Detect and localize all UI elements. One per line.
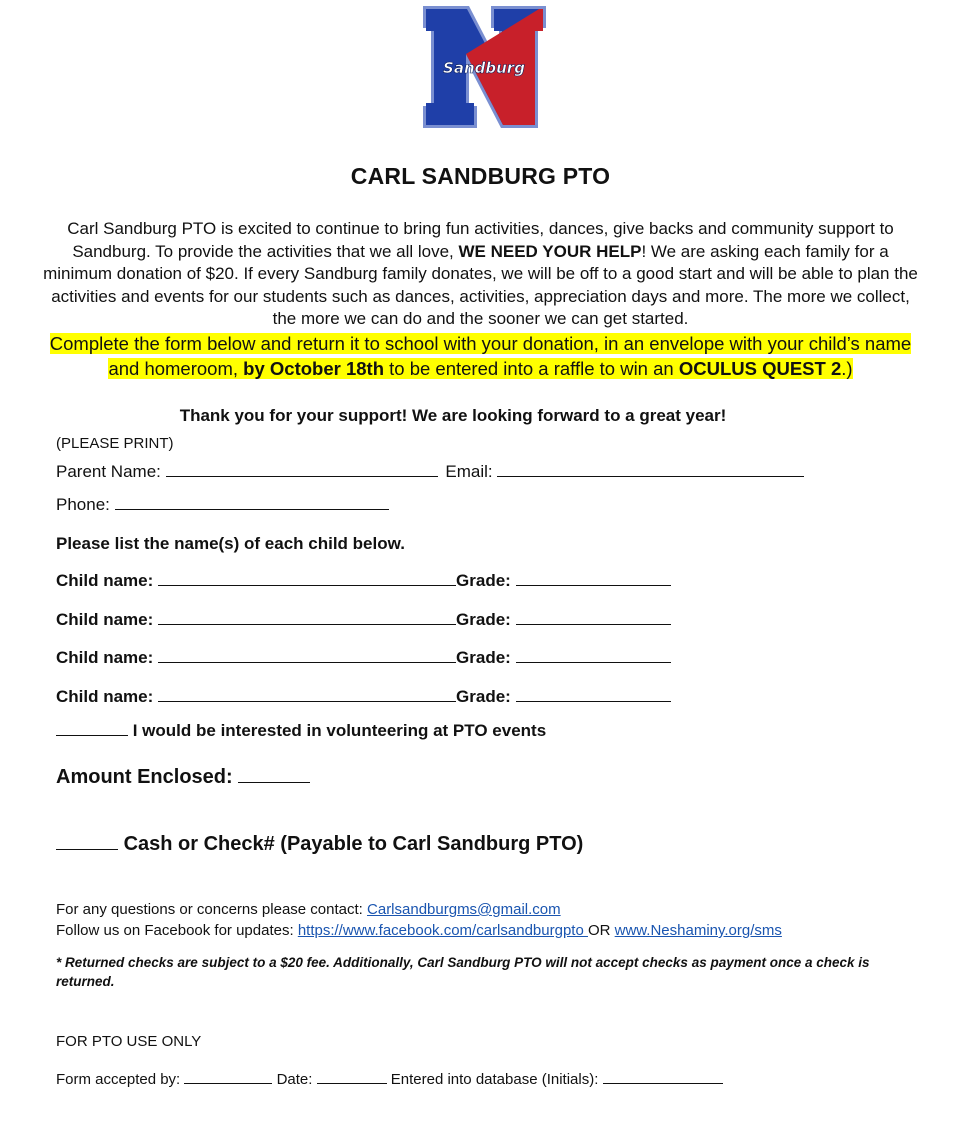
email-field[interactable]: [497, 462, 804, 477]
amount-field[interactable]: [238, 768, 310, 783]
phone-label: Phone:: [56, 495, 110, 514]
child-name-field[interactable]: [158, 648, 456, 663]
child-row: [56, 571, 671, 591]
amount-label: Amount Enclosed:: [56, 766, 233, 788]
child-name-field[interactable]: [158, 610, 456, 625]
parent-name-row: [56, 462, 804, 482]
amount-row: [56, 766, 310, 789]
need-help-emphasis: WE NEED YOUR HELP: [458, 241, 642, 261]
contact-email-link[interactable]: Carlsandburgms@gmail.com: [367, 901, 561, 918]
parent-name-label: Parent Name:: [56, 462, 161, 481]
deadline-text: by October 18th: [243, 358, 384, 379]
sandburg-n-logo-graphic: [421, 4, 548, 130]
form-accepted-label: Form accepted by:: [56, 1071, 181, 1088]
list-children-heading: Please list the name(s) of each child below.: [56, 534, 405, 553]
date-label: Date:: [276, 1071, 313, 1088]
logo-wordmark: Sandburg: [443, 59, 525, 77]
form-accepted-field[interactable]: [184, 1069, 272, 1084]
date-field[interactable]: [317, 1069, 387, 1084]
grade-label: Grade:: [456, 687, 511, 706]
facebook-link[interactable]: https://www.facebook.com/carlsandburgpto: [297, 922, 588, 939]
intro-paragraph: Carl Sandburg PTO is excited to continue to bring fun activities, dances, give backs and community support to Sandburg. To provide the activities that we all love, WE NEED YOUR HELP! We are asking each family for a minimum donation of $20. If every Sandburg family donates, we will be off to a good start and will be able to plan the activities and events for our students such as dances, activities, appreciation days and more. The more we collect, the more we can do and the sooner we can get started.: [43, 219, 918, 329]
child-name-field[interactable]: [158, 571, 456, 586]
grade-label: Grade:: [456, 648, 511, 667]
grade-field[interactable]: [516, 610, 671, 625]
child-name-label: Child name:: [56, 687, 154, 706]
initials-field[interactable]: [603, 1069, 723, 1084]
page-title: CARL SANDBURG PTO: [350, 163, 611, 189]
returned-checks-note: * Returned checks are subject to a $20 fee. Additionally, Carl Sandburg PTO will not accept checks as payment once a check is returned.: [56, 955, 870, 989]
grade-label: Grade:: [456, 610, 511, 629]
cash-check-field[interactable]: [56, 835, 118, 850]
volunteer-field[interactable]: [56, 721, 128, 736]
parent-name-field[interactable]: [166, 462, 438, 477]
child-name-label: Child name:: [56, 610, 154, 629]
volunteer-label: I would be interested in volunteering at PTO events: [132, 721, 547, 740]
child-name-field[interactable]: [158, 687, 456, 702]
child-name-label: Child name:: [56, 648, 154, 667]
child-row: [56, 610, 671, 630]
grade-label: Grade:: [456, 571, 511, 590]
prize-text: OCULUS QUEST 2: [678, 358, 842, 379]
grade-field[interactable]: [516, 687, 671, 702]
phone-field[interactable]: [115, 495, 389, 510]
phone-row: [56, 495, 389, 515]
grade-field[interactable]: [516, 571, 671, 586]
pto-use-row: [56, 1069, 723, 1088]
entered-database-label: Entered into database (Initials):: [390, 1071, 599, 1088]
please-print-note: (PLEASE PRINT): [56, 435, 174, 452]
grade-field[interactable]: [516, 648, 671, 663]
volunteer-row: [56, 721, 546, 741]
child-name-label: Child name:: [56, 571, 154, 590]
website-link[interactable]: www.Neshaminy.org/sms: [614, 922, 782, 939]
thank-you-message: Thank you for your support! We are looking forward to a great year!: [179, 406, 727, 425]
raffle-instructions: Complete the form below and return it to school with your donation, in an envelope with your child’s name and homeroom, by October 18th to be entered into a raffle to win an OCULUS QUEST 2.): [49, 333, 912, 379]
child-row: [56, 687, 671, 707]
facebook-line: Follow us on Facebook for updates: https://www.facebook.com/carlsandburgpto OR www.Neshaminy.org/sms: [56, 922, 782, 939]
cash-check-label: Cash or Check# (Payable to Carl Sandburg PTO): [123, 833, 584, 855]
contact-line: For any questions or concerns please contact: Carlsandburgms@gmail.com: [56, 901, 561, 918]
child-row: [56, 648, 671, 668]
sandburg-logo: [421, 4, 548, 130]
email-label: Email:: [445, 462, 493, 481]
cash-check-row: [56, 833, 583, 856]
pto-use-heading: FOR PTO USE ONLY: [56, 1033, 202, 1050]
